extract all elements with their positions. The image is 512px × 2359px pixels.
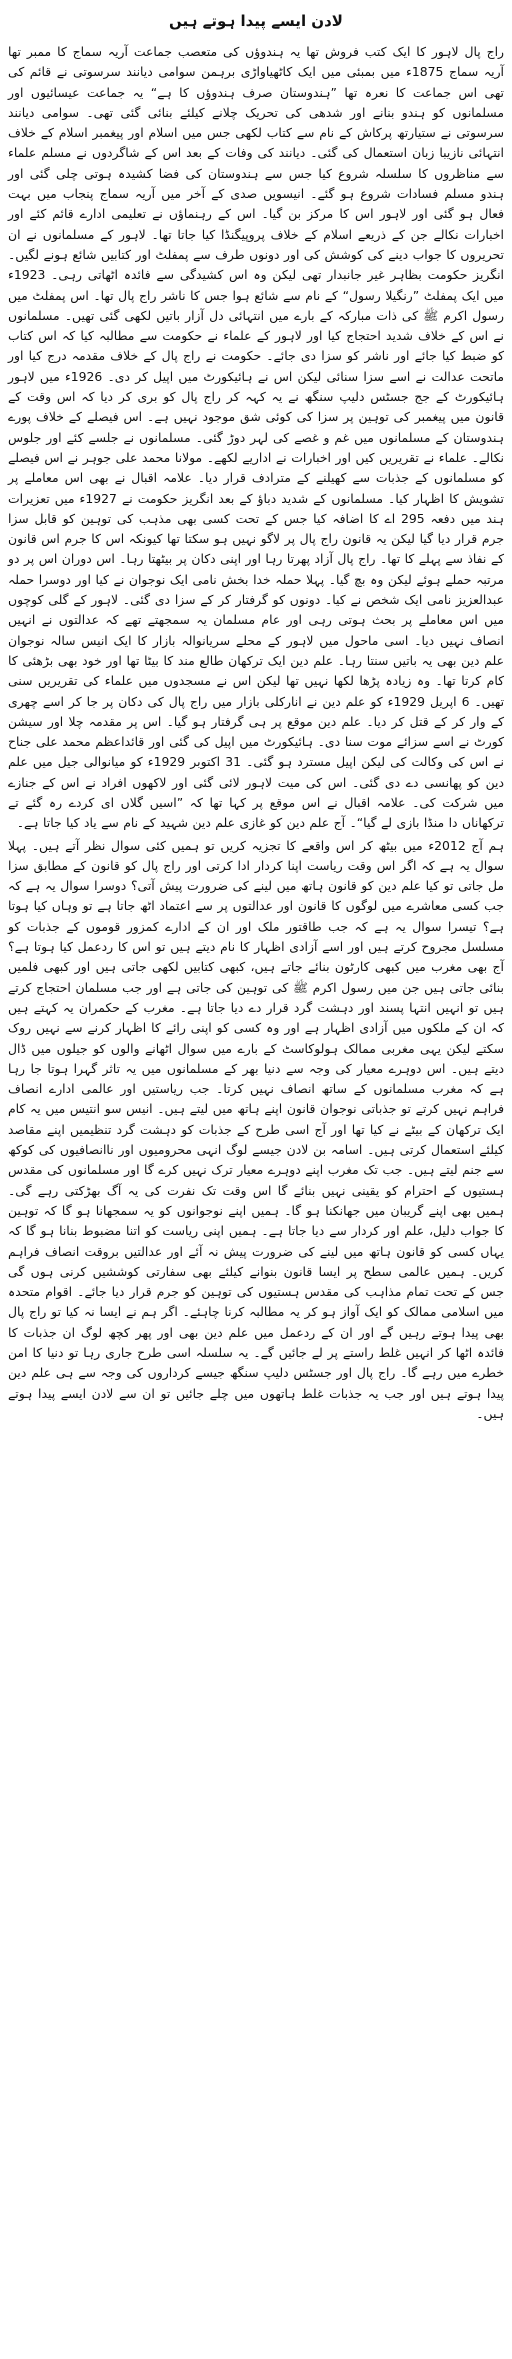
article-paragraph-2: ہم آج 2012ء میں بیٹھ کر اس واقعے کا تجزیہ کریں تو ہمیں کئی سوال نظر آتے ہیں۔ پہلا سوال یہ ہے کہ اگر اس وقت ریاست اپنا کردار ادا کرتی اور راج پال کو قانون کے مطابق سزا مل جاتی تو کیا علم دین کو قانون ہاتھ میں لینے کی ضرورت پیش آتی؟ دوسرا سوال یہ ہے کہ جب کسی معاشرے میں لوگوں کا قانون اور عدالتوں پر سے اعتماد اٹھ جاتا ہے تو وہاں کیا ہوتا ہے؟ تیسرا سوال یہ ہے کہ جب طاقتور ملک اور ان کے ادارے کمزور قوموں کے جذبات کو مسلسل مجروح کرتے ہیں اور اسے آزادی اظہار کا نام دیتے ہیں تو اس کا ردعمل کیا ہوتا ہے؟ آج بھی مغرب میں کبھی کارٹون بنائے جاتے ہیں، کبھی کتابیں لکھی جاتی ہیں اور کبھی فلمیں بنائی جاتی ہیں جن میں رسول اکرم ﷺ کی توہین کی جاتی ہے اور جب مسلمان احتجاج کرتے ہیں تو انہیں انتہا پسند اور دہشت گرد قرار دے دیا جاتا ہے۔ مغرب کے حکمران یہ کہتے ہیں کہ ان کے ملکوں میں آزادی اظہار ہے اور وہ کسی کو اپنی رائے کا اظہار کرنے سے نہیں روک سکتے لیکن یہی مغربی ممالک ہولوکاسٹ کے بارے میں سوال اٹھانے والوں کو جیلوں میں ڈال دیتے ہیں۔ اس دوہرے معیار کی وجہ سے دنیا بھر کے مسلمانوں میں یہ تاثر گہرا ہوتا جا رہا ہے کہ مغرب مسلمانوں کے ساتھ انصاف نہیں کرتا۔ جب ریاستیں اور عالمی ادارے انصاف فراہم نہیں کرتے تو جذباتی نوجوان قانون اپنے ہاتھ میں لیتے ہیں۔ انیس سو انتیس میں یہ کام ایک ترکھان کے بیٹے نے کیا تھا اور آج اسی طرح کے جذبات کو دہشت گرد تنظیمیں اپنے مقاصد کیلئے استعمال کرتی ہیں۔ اسامہ بن لادن جیسے لوگ انہی محرومیوں اور ناانصافیوں کی کوکھ سے جنم لیتے ہیں۔ جب تک مغرب اپنے دوہرے معیار ترک نہیں کرے گا اور مسلمانوں کی مقدس ہستیوں کے احترام کو یقینی نہیں بنائے گا اس وقت تک نفرت کی یہ آگ بھڑکتی رہے گی۔ ہمیں بھی اپنے گریبان میں جھانکنا ہو گا۔ ہمیں اپنے نوجوانوں کو یہ سمجھانا ہو گا کہ توہین کا جواب دلیل، علم اور کردار سے دیا جاتا ہے۔ ہمیں اپنی ریاست کو اتنا مضبوط بنانا ہو گا کہ یہاں کسی کو قانون ہاتھ میں لینے کی ضرورت پیش نہ آئے اور عدالتیں بروقت انصاف فراہم کریں۔ ہمیں عالمی سطح پر ایسا قانون بنوانے کیلئے بھی سفارتی کوششیں کرنی ہوں گی جس کے تحت تمام مذاہب کی مقدس ہستیوں کی توہین کو جرم قرار دیا جائے۔ اقوام متحدہ میں اسلامی ممالک کو ایک آواز ہو کر یہ مطالبہ کرنا چاہئے۔ اگر ہم نے ایسا نہ کیا تو راج پال بھی پیدا ہوتے رہیں گے اور ان کے ردعمل میں علم دین بھی اور پھر کچھ لوگ ان جذبات کا فائدہ اٹھا کر انہیں غلط راستے پر لے جائیں گے۔ یہ سلسلہ اسی طرح جاری رہا تو دنیا کا امن خطرے میں رہے گا۔ راج پال اور جسٹس دلیپ سنگھ جیسے کرداروں کی وجہ سے ہی علم دین پیدا ہوتے ہیں اور جب یہ جذبات غلط ہاتھوں میں چلے جائیں تو ان سے لادن ایسے پیدا ہوتے ہیں۔ [8,837,504,1421]
article-paragraph-1: راج پال لاہور کا ایک کتب فروش تھا یہ ہندوؤں کی متعصب جماعت آریہ سماج کا ممبر تھا آریہ سماج 1875ء میں بمبئی میں ایک کاٹھیاواڑی برہمن سوامی دیانند سرسوتی نے قائم کی تھی اس جماعت کا نعرہ تھا ”ہندوستان صرف ہندوؤں کا ہے“ یہ جماعت عیسائیوں اور مسلمانوں کو ہندو بنانے اور شدھی کی تحریک چلانے کیلئے بنائی گئی تھی۔ سوامی دیانند سرسوتی نے ستیارتھ پرکاش کے نام سے کتاب لکھی جس میں اسلام اور پیغمبر اسلام کے خلاف انتہائی نازیبا زبان استعمال کی گئی۔ دیانند کی وفات کے بعد اس کے شاگردوں نے مسلم علماء سے مناظروں کا سلسلہ شروع کیا جس سے ہندوستان کی فضا کشیدہ ہوتی چلی گئی اور ہندو مسلم فسادات شروع ہو گئے۔ انیسویں صدی کے آخر میں آریہ سماج پنجاب میں بہت فعال ہو گئی اور لاہور اس کا مرکز بن گیا۔ اس کے رہنماؤں نے تعلیمی ادارے قائم کئے اور اخبارات نکالے جن کے ذریعے اسلام کے خلاف پروپیگنڈا کیا جاتا تھا۔ لاہور کے مسلمانوں نے ان تحریروں کا جواب دینے کی کوشش کی اور دونوں طرف سے پمفلٹ اور کتابیں شائع ہونے لگیں۔ انگریز حکومت بظاہر غیر جانبدار تھی لیکن وہ اس کشیدگی سے فائدہ اٹھاتی رہی۔ 1923ء میں ایک پمفلٹ ”رنگیلا رسول“ کے نام سے شائع ہوا جس کا ناشر راج پال تھا۔ اس پمفلٹ میں رسول اکرم ﷺ کی ذات مبارکہ کے بارے میں انتہائی دل آزار باتیں لکھی گئی تھیں۔ مسلمانوں نے اس کے خلاف شدید احتجاج کیا اور لاہور کے علماء نے حکومت سے مطالبہ کیا کہ اس کتاب کو ضبط کیا جائے اور ناشر کو سزا دی جائے۔ حکومت نے راج پال کے خلاف مقدمہ درج کیا اور ماتحت عدالت نے اسے سزا سنائی لیکن اس نے ہائیکورٹ میں اپیل کر دی۔ 1926ء میں لاہور ہائیکورٹ کے جج جسٹس دلیپ سنگھ نے یہ کہہ کر راج پال کو بری کر دیا کہ اس وقت کے قانون میں پیغمبر کی توہین پر سزا کی کوئی شق موجود نہیں ہے۔ اس فیصلے کے خلاف پورے ہندوستان کے مسلمانوں میں غم و غصے کی لہر دوڑ گئی۔ مسلمانوں نے جلسے کئے اور جلوس نکالے۔ علماء نے تقریریں کیں اور اخبارات نے اداریے لکھے۔ مولانا محمد علی جوہر نے اس فیصلے کو مسلمانوں کے جذبات سے کھیلنے کے مترادف قرار دیا۔ علامہ اقبال نے بھی اس معاملے پر تشویش کا اظہار کیا۔ مسلمانوں کے شدید دباؤ کے بعد انگریز حکومت نے 1927ء میں تعزیرات ہند میں دفعہ 295 اے کا اضافہ کیا جس کے تحت کسی بھی مذہب کی توہین کو قابل سزا جرم قرار دیا گیا لیکن یہ قانون راج پال پر لاگو نہیں ہو سکتا تھا کیونکہ اس کا جرم اس قانون کے نفاذ سے پہلے کا تھا۔ راج پال آزاد پھرتا رہا اور اپنی دکان پر بیٹھتا رہا۔ اس دوران اس پر دو مرتبہ حملے ہوئے لیکن وہ بچ گیا۔ پہلا حملہ خدا بخش نامی ایک نوجوان نے کیا اور دوسرا حملہ عبدالعزیز نامی ایک شخص نے کیا۔ دونوں کو گرفتار کر کے سزا دی گئی۔ لاہور کے گلی کوچوں میں اس معاملے پر بحث ہوتی رہی اور عام مسلمان یہ سمجھتے تھے کہ عدالتوں نے انہیں انصاف نہیں دیا۔ اسی ماحول میں لاہور کے محلے سریانوالہ بازار کا ایک انیس سالہ نوجوان علم دین بھی یہ باتیں سنتا رہا۔ علم دین ایک ترکھان طالع مند کا بیٹا تھا اور خود بھی بڑھئی کا کام کرتا تھا۔ وہ زیادہ پڑھا لکھا نہیں تھا لیکن اس نے مسجدوں میں علماء کی تقریریں سنی تھیں۔ 6 اپریل 1929ء کو علم دین نے انارکلی بازار میں راج پال کی دکان پر جا کر اسے چھری کے وار کر کے قتل کر دیا۔ علم دین موقع پر ہی گرفتار ہو گیا۔ اس پر مقدمہ چلا اور سیشن کورٹ نے اسے سزائے موت سنا دی۔ ہائیکورٹ میں اپیل کی گئی اور قائداعظم محمد علی جناح نے اس کی وکالت کی لیکن اپیل مسترد ہو گئی۔ 31 اکتوبر 1929ء کو میانوالی جیل میں علم دین کو پھانسی دے دی گئی۔ اس کی میت لاہور لائی گئی اور لاکھوں افراد نے اس کے جنازے میں شرکت کی۔ علامہ اقبال نے اس موقع پر کہا تھا کہ ”اسیں گلاں ای کردے رہ گئے تے ترکھاناں دا منڈا بازی لے گیا“۔ آج علم دین کو غازی علم دین شہید کے نام سے یاد کیا جاتا ہے۔ [8,44,505,831]
article-headline: لادن ایسے پیدا ہوتے ہیں [169,12,343,30]
